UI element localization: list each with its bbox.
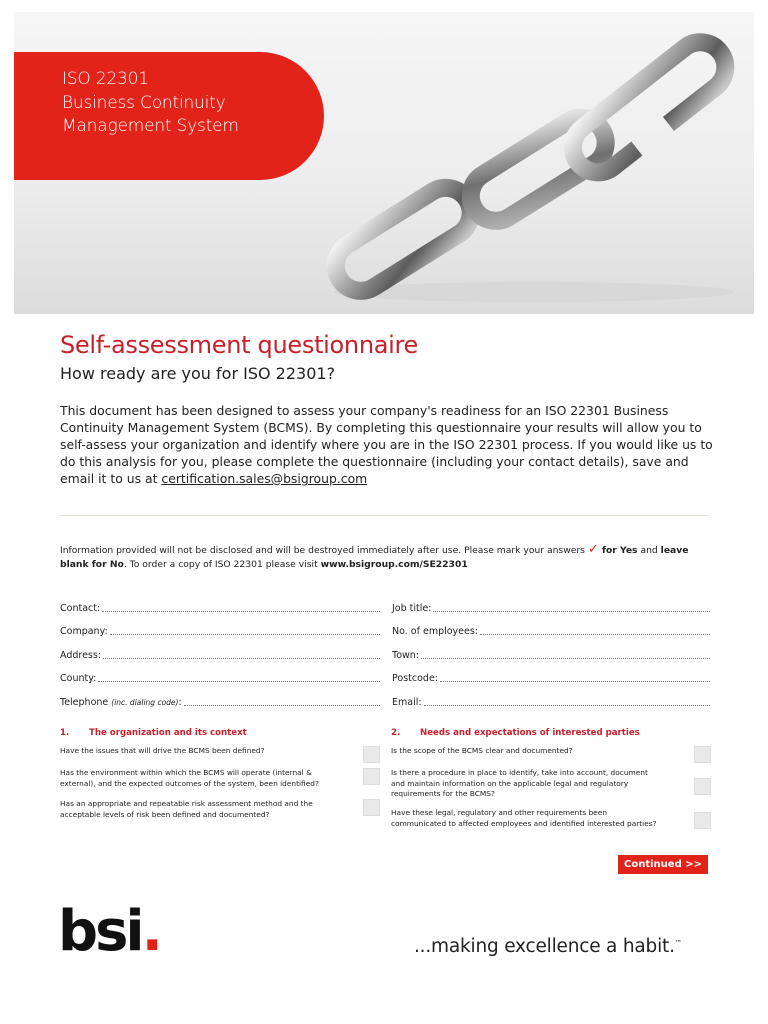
field-label: Postcode: [392,673,438,684]
section-number: 2. [391,728,401,738]
question-row [60,768,380,795]
section-organization-context [60,728,380,830]
field-input-line[interactable] [424,705,710,706]
section-title: The organization and its context [89,728,247,738]
question-text: Have these legal, regulatory and other requirements been communicated to affected employees and identified interested parties? [391,808,657,828]
section-number: 1. [60,728,70,738]
hero-title-line: ISO 22301 [62,69,149,89]
field-input-line[interactable] [440,681,710,682]
section-heading [60,728,380,746]
intro-paragraph [60,402,720,487]
field-input-line[interactable] [433,611,710,612]
divider [60,515,708,516]
telephone-label: Telephone [60,696,109,708]
hero-title-line: Business Continuity [62,92,226,113]
question-row [60,746,380,764]
postcode-field[interactable] [392,661,710,685]
field-input-line[interactable] [184,705,380,706]
field-label: Job title: [392,602,432,614]
question-text: Have the issues that will drive the BCMS been defined? [60,746,265,755]
hero-title [62,68,239,139]
tagline-text: ...making excellence a habit. [414,936,675,957]
trademark: ™ [674,938,682,947]
question-row [391,768,711,804]
field-input-line[interactable] [102,611,380,612]
bsi-logo [58,900,160,964]
field-label: Town: [392,649,419,661]
question-row [391,808,711,835]
hero-title-line: Management System [62,116,239,136]
field-label: Contact: [60,602,101,614]
telephone-field[interactable] [60,684,380,708]
address-field[interactable] [60,637,380,661]
field-label: No. of employees: [392,626,479,637]
answer-checkbox[interactable] [694,778,711,795]
telephone-hint: (inc. dialing code) [111,697,179,707]
question-text: Is the scope of the BCMS clear and documented? [391,746,573,755]
page-title: Self-assessment questionnaire [60,331,419,359]
section-heading [391,728,711,746]
question-row [391,746,711,764]
company-field[interactable] [60,614,380,638]
field-input-line[interactable] [480,634,710,635]
note-yes: for Yes [598,545,638,556]
note-text-2: . To order a copy of ISO 22301 please visit [123,559,321,570]
field-label: Address: [60,649,102,661]
field-input-line[interactable] [103,658,380,659]
section-interested-parties [391,728,711,839]
order-url[interactable]: www.bsigroup.com/SE22301 [320,559,468,570]
answer-checkbox[interactable] [694,812,711,829]
contact-fields-right [392,590,710,708]
answer-checkbox[interactable] [694,746,711,763]
logo-dot: . [141,899,160,964]
question-text: Has the environment within which the BCMS will operate (internal & external), and the expected outcomes of the system, been identified? [60,768,319,788]
question-text: Has an appropriate and repeatable risk assessment method and the acceptable levels of risk been defined and documented? [60,799,313,819]
note-text: Information provided will not be disclosed and will be destroyed immediately after use. Please mark your answers [60,545,588,556]
intro-text: This document has been designed to assess your company's readiness for an ISO 22301 Business Continuity Management System (BCMS). By completing this questionnaire your results will allow you to self-assess your organization and identify where you are in the ISO 22301 process. If you would like us to do this analysis for you, please complete the questionnaire (including your contact details), save and email it to us at [60,403,713,486]
county-field[interactable] [60,661,380,685]
question-row [60,799,380,826]
broken-chain-icon [314,22,754,312]
section-title: Needs and expectations of interested parties [420,728,640,738]
disclaimer-note [60,543,720,572]
job-title-field[interactable] [392,590,710,614]
label-colon: : [178,696,182,708]
field-label: County: [60,673,97,684]
employees-field[interactable] [392,614,710,638]
continued-button[interactable]: Continued >> [618,855,708,874]
town-field[interactable] [392,637,710,661]
note-and: and [637,545,661,556]
field-label: Email: [392,696,422,708]
answer-checkbox[interactable] [363,799,380,816]
email-field[interactable] [392,684,710,708]
field-input-line[interactable] [421,658,710,659]
checkmark-icon: ✓ [587,542,599,557]
question-text: Is there a procedure in place to identify, take into account, document and maintain information on the applicable legal and regulatory requirements for the BCMS? [391,768,648,798]
email-link[interactable]: certification.sales@bsigroup.com [161,471,368,486]
contact-fields-left [60,590,380,708]
tagline [414,936,682,957]
answer-checkbox[interactable] [363,768,380,785]
contact-field[interactable] [60,590,380,614]
field-label [60,697,182,708]
field-input-line[interactable] [110,634,380,635]
note-blank: leave blank for No [60,545,689,570]
field-input-line[interactable] [98,681,380,682]
page-subtitle: How ready are you for ISO 22301? [60,364,336,383]
logo-text: bsi [58,899,142,964]
answer-checkbox[interactable] [363,746,380,763]
field-label: Company: [60,626,108,637]
hero-image [14,12,754,314]
hero-banner [14,52,324,180]
